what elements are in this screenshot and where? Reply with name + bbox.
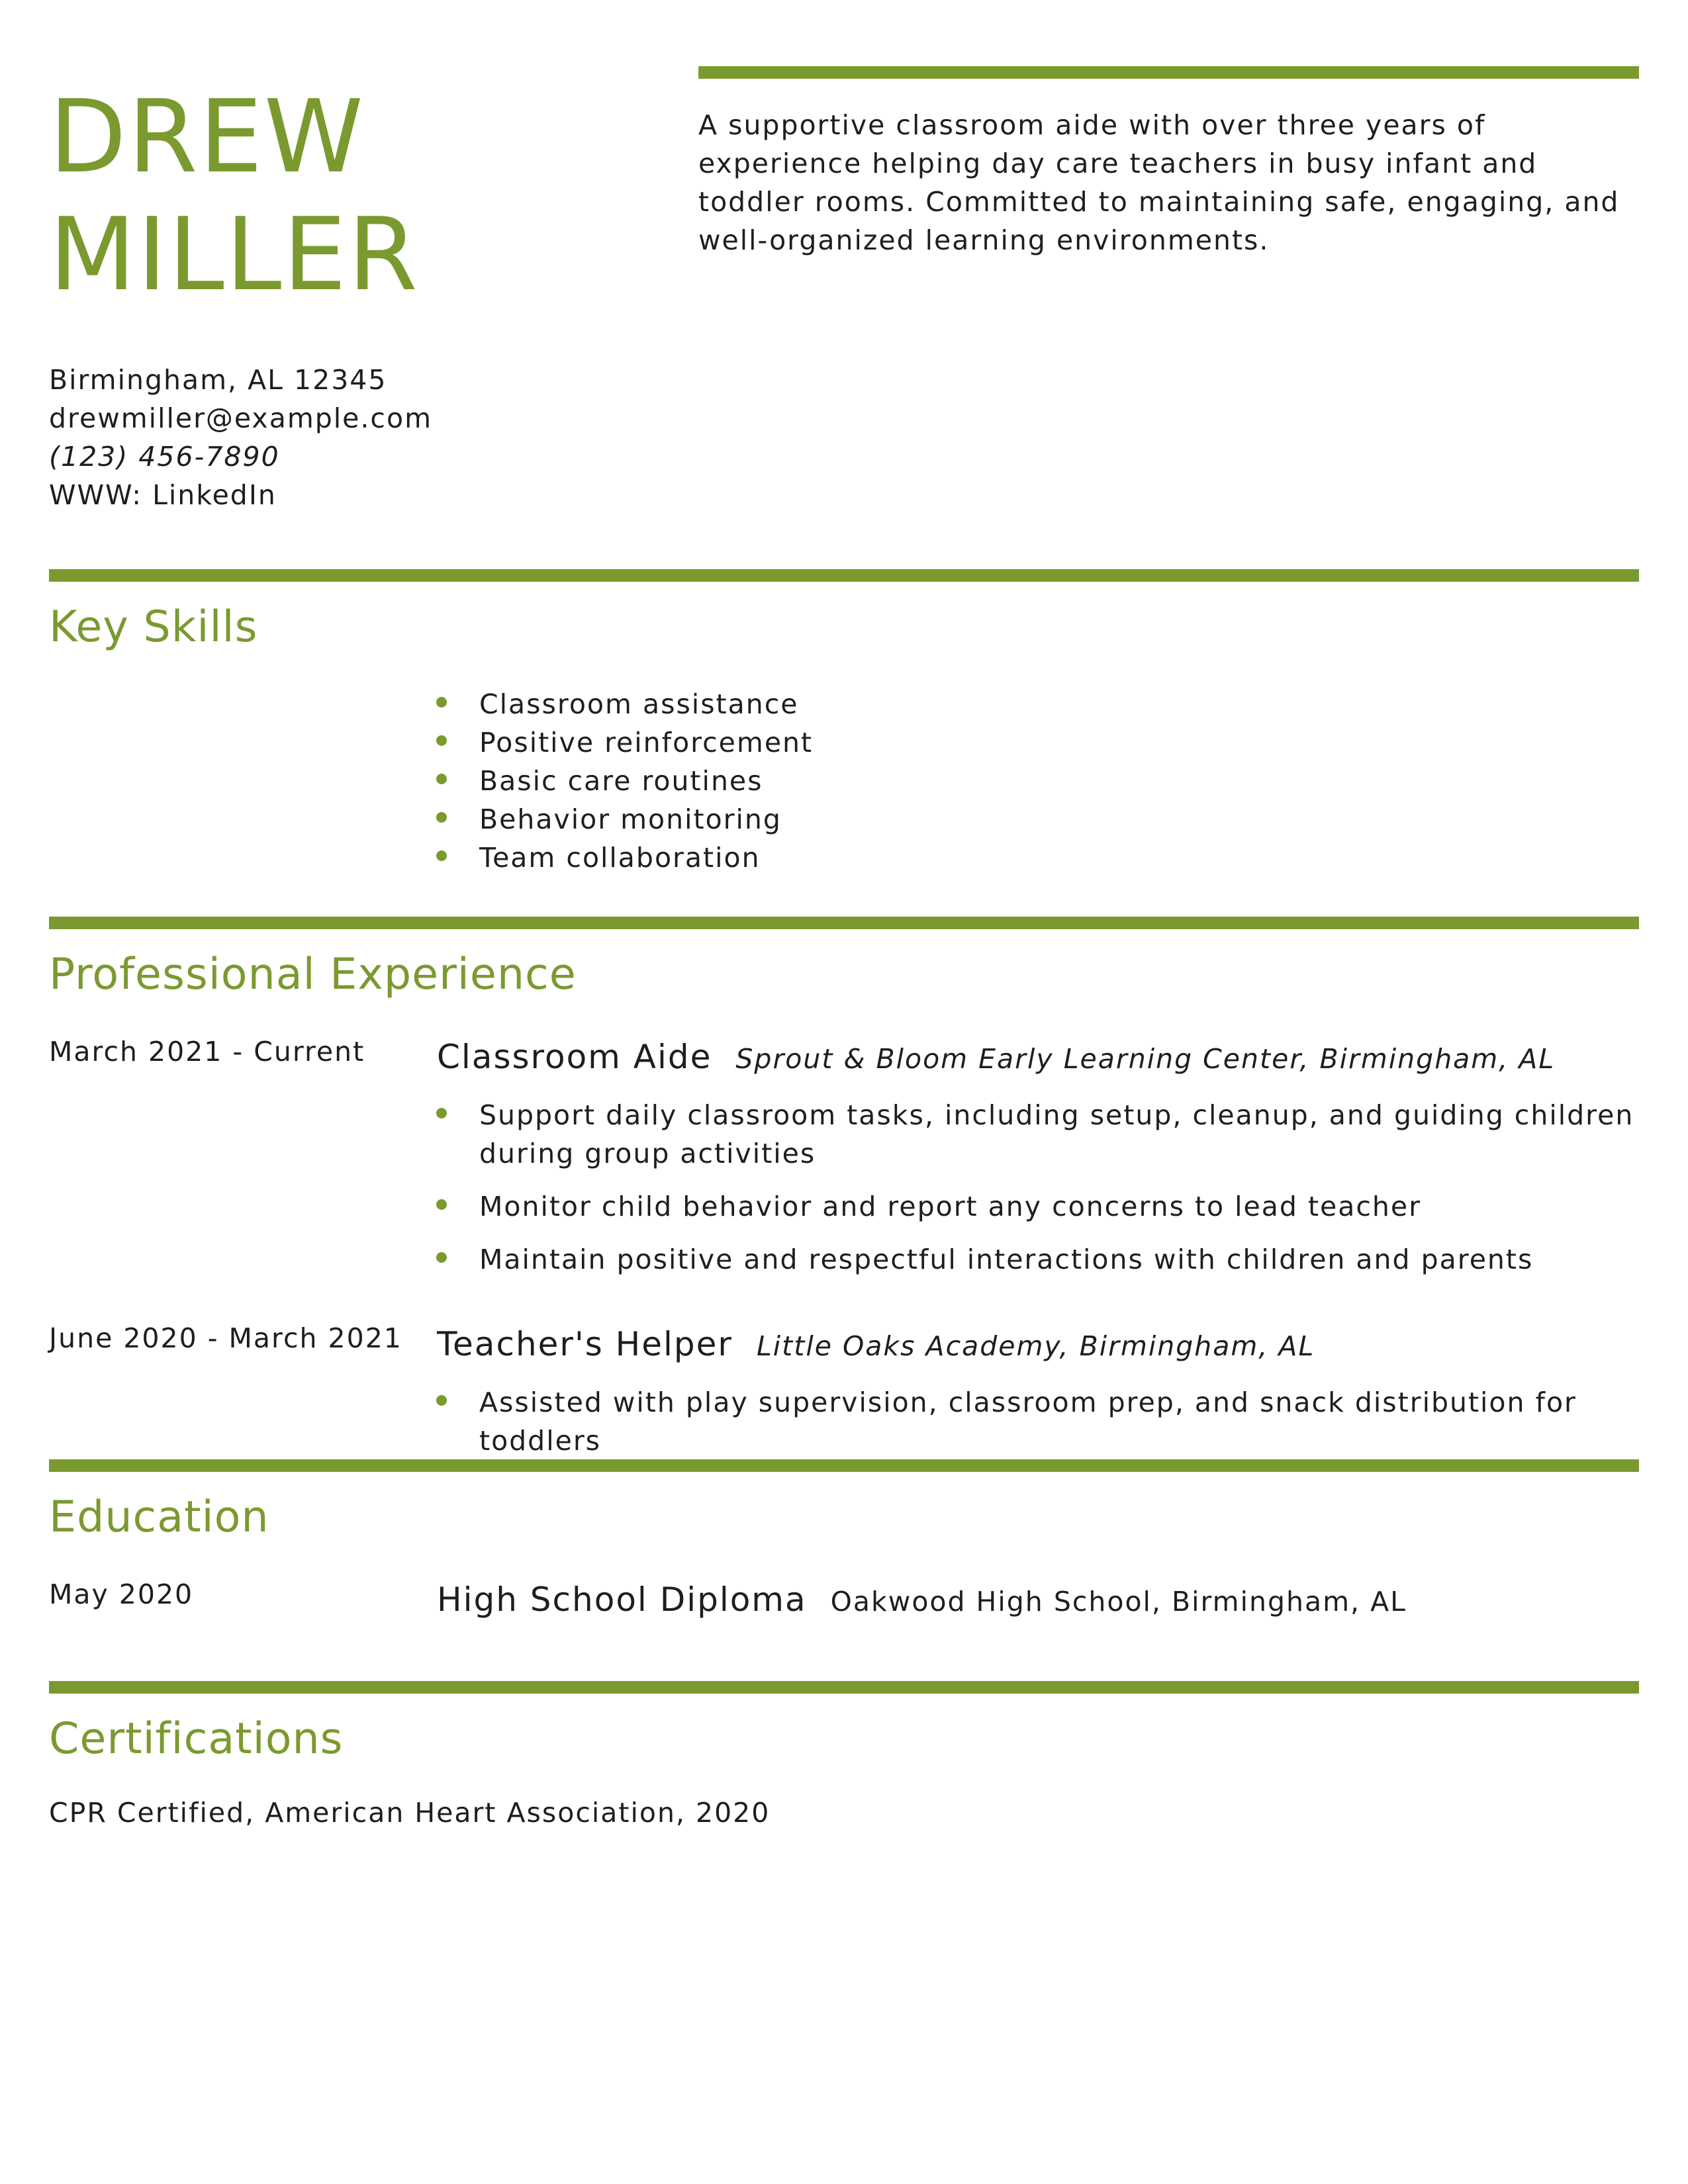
first-name: DREW: [49, 78, 365, 195]
job-bullet: Assisted with play supervision, classroom prep, and snack distribution for toddlers: [434, 1383, 1645, 1460]
skill-item: Behavior monitoring: [434, 800, 813, 839]
job-title: Teacher's Helper: [437, 1325, 733, 1363]
job-bullets: [434, 1096, 1645, 1293]
bullet-icon: [436, 1199, 447, 1210]
job-dates: March 2021 - Current: [49, 1036, 365, 1068]
section-rule-education: [49, 1459, 1639, 1472]
job-title: Classroom Aide: [437, 1038, 712, 1076]
job-bullet: Maintain positive and respectful interactions with children and parents: [434, 1240, 1645, 1279]
section-title-certifications: Certifications: [49, 1714, 344, 1764]
contact-block: [49, 361, 432, 514]
bullet-icon: [436, 697, 447, 707]
job-dates: June 2020 - March 2021: [49, 1322, 402, 1354]
summary-text: A supportive classroom aide with over three years of experience helping day care teachers in busy infant and toddler rooms. Committed to maintaining safe, engaging, and well-organized learning environments.: [698, 109, 1620, 256]
education-date: May 2020: [49, 1578, 194, 1610]
contact-email[interactable]: drewmiller@example.com: [49, 402, 433, 434]
contact-website[interactable]: WWW: LinkedIn: [49, 479, 277, 511]
bullet-icon: [436, 774, 447, 784]
bullet-icon: [436, 1108, 447, 1118]
skills-list: [434, 685, 813, 877]
certification-item: CPR Certified, American Heart Association, 2020: [49, 1797, 771, 1829]
last-name: MILLER: [49, 196, 419, 313]
header-rule: [698, 66, 1639, 79]
section-title-education: Education: [49, 1492, 269, 1542]
job-org: Little Oaks Academy, Birmingham, AL: [756, 1330, 1315, 1362]
section-title-experience: Professional Experience: [49, 950, 577, 999]
skill-item: Positive reinforcement: [434, 723, 813, 762]
section-rule-certifications: [49, 1681, 1639, 1694]
contact-phone[interactable]: (123) 456-7890: [49, 441, 280, 473]
contact-location: Birmingham, AL 12345: [49, 364, 387, 396]
job-heading: [437, 1325, 1315, 1363]
skill-item: Basic care routines: [434, 762, 813, 800]
bullet-icon: [436, 850, 447, 861]
section-rule-skills: [49, 569, 1639, 582]
education-heading: [437, 1580, 1407, 1619]
bullet-icon: [436, 812, 447, 823]
bullet-icon: [436, 735, 447, 746]
candidate-name: [49, 78, 419, 314]
bullet-icon: [436, 1395, 447, 1406]
job-org: Sprout & Bloom Early Learning Center, Birmingham, AL: [735, 1043, 1556, 1075]
section-rule-experience: [49, 917, 1639, 929]
job-bullet: Support daily classroom tasks, including setup, cleanup, and guiding children during group activities: [434, 1096, 1645, 1173]
job-heading: [437, 1038, 1555, 1076]
skill-item: Team collaboration: [434, 839, 813, 877]
skill-item: Classroom assistance: [434, 685, 813, 723]
bullet-icon: [436, 1252, 447, 1263]
education-degree: High School Diploma: [437, 1580, 807, 1619]
education-school: Oakwood High School, Birmingham, AL: [830, 1586, 1407, 1617]
section-title-skills: Key Skills: [49, 602, 258, 652]
job-bullet: Monitor child behavior and report any concerns to lead teacher: [434, 1187, 1645, 1226]
